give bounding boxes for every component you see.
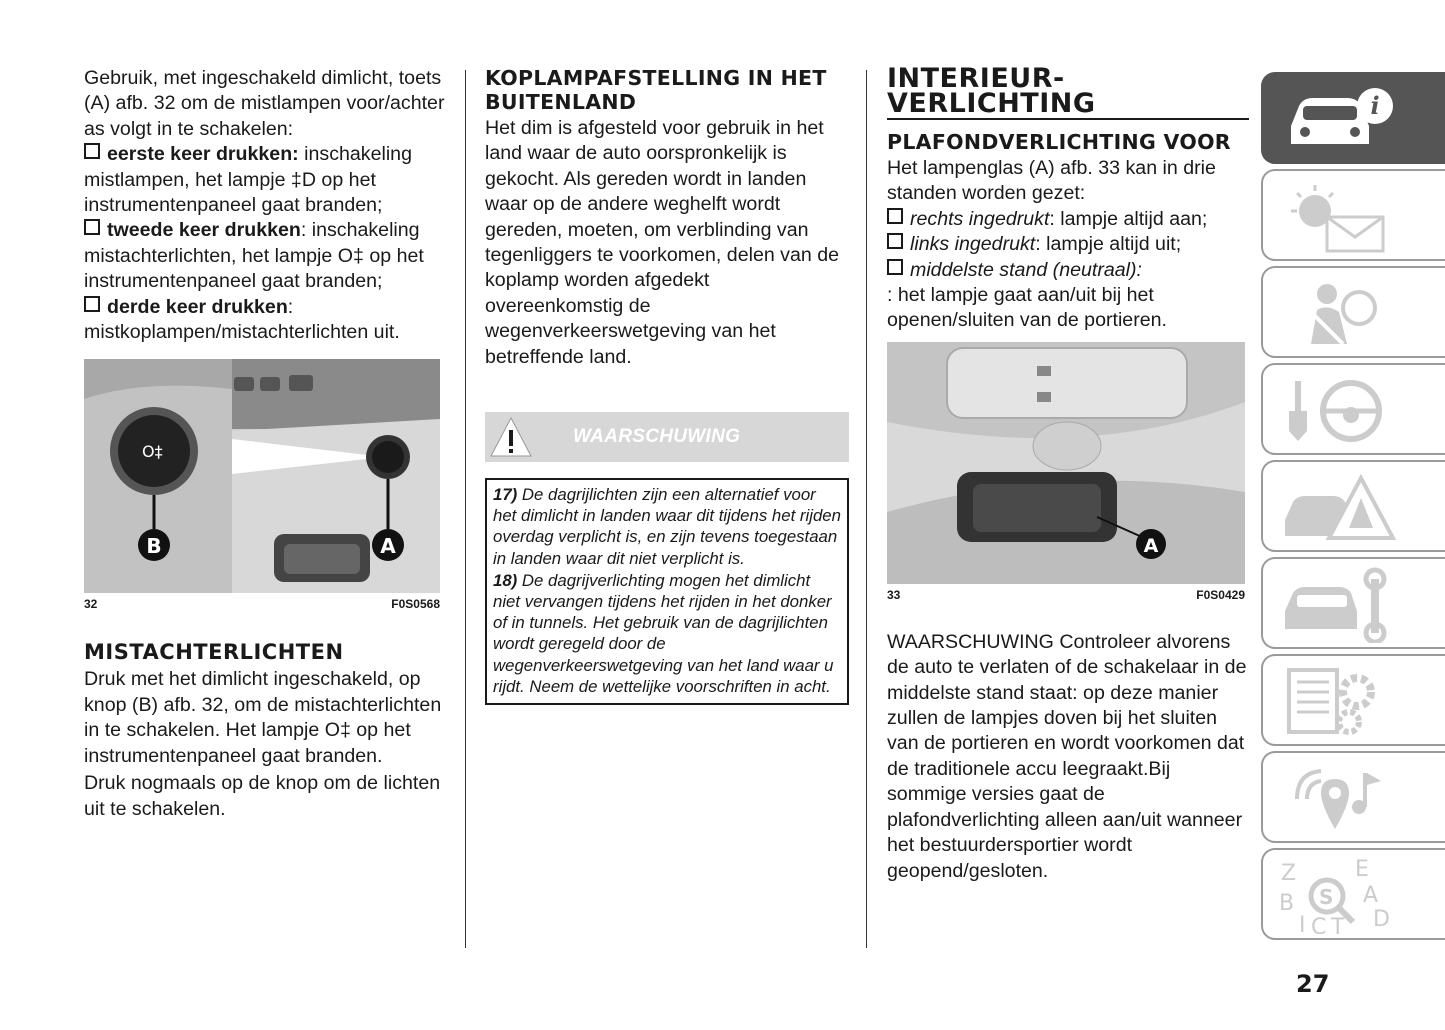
technical-data-icon (1277, 662, 1397, 740)
lights-message-icon (1277, 177, 1397, 255)
tab-index[interactable] (1261, 848, 1445, 940)
svg-text:E: E (1355, 857, 1369, 882)
multimedia-icon (1277, 759, 1397, 837)
car-warning-triangle-icon (1277, 468, 1397, 546)
figure-number: 33 (887, 587, 901, 602)
figure-number: 32 (84, 597, 98, 612)
col1-intro: Gebruik, met ingeschakeld dimlicht, toets (A) afb. 32 om de mistlampen voor/achter as volgt in te schakelen: (84, 67, 445, 140)
tab-emergency[interactable] (1261, 460, 1445, 552)
tab-car-info[interactable] (1261, 72, 1445, 164)
list-item: tweede keer drukken: inschakeling mistachterlichten, het lampje O‡ op het instrumentenpaneel gaat branden; (84, 218, 446, 294)
subsection-heading: PLAFONDVERLICHTING VOOR (887, 130, 1231, 154)
key-steering-wheel-icon (1277, 371, 1397, 449)
svg-text:C: C (1311, 915, 1327, 934)
column-3 (887, 63, 1249, 884)
figure-callout-A: A (1143, 534, 1159, 557)
list-item: rechts ingedrukt: lampje altijd aan; (887, 207, 1249, 232)
figure-33-image (887, 342, 1245, 584)
tab-maintenance[interactable] (1261, 557, 1445, 649)
note-item: 17) De dagrijlichten zijn een alternatief voor het dimlicht in landen waar dit tijdens het rijden overdag verplicht is, en zijn tevens toegestaan in landen waar dit niet verplicht is. (493, 485, 841, 568)
list-item: links ingedrukt: lampje altijd uit; (887, 232, 1249, 257)
index-search-icon (1277, 856, 1397, 934)
tab-multimedia[interactable] (1261, 751, 1445, 843)
svg-text:D: D (1373, 907, 1390, 932)
list-item: derde keer drukken: mistkoplampen/mistachterlichten uit. (84, 295, 446, 346)
column-1 (84, 66, 446, 822)
chapter-heading: INTERIEUR-VERLICHTING (887, 66, 1249, 120)
warning-header (485, 412, 849, 462)
fog-light-front-icon: ‡D (290, 168, 316, 191)
figure-callout-A: A (380, 534, 396, 559)
page-number: 27 (1296, 970, 1330, 998)
figure-code: F0S0568 (391, 597, 440, 612)
list-item: eerste keer drukken: inschakeling mistlampen, het lampje ‡D op het instrumentenpaneel gaat branden; (84, 142, 446, 218)
figure-32-caption (84, 597, 440, 611)
col2-text: Het dim is afgesteld voor gebruik in het land waar de auto oorspronkelijk is gekocht. Als gereden wordt in landen waar op de andere weghelft wordt gereden, moeten, om verblinding van tegenliggers te voorkomen, delen van de koplamp worden afgedekt overeenkomstig de wegenverkeerswetgeving van het betreffende land. (485, 117, 840, 368)
column-divider-1 (465, 70, 466, 948)
tab-starting-driving[interactable] (1261, 363, 1445, 455)
col3-text: Het lampenglas (A) afb. 33 kan in drie standen worden gezet: rechts ingedrukt: lampje altijd aan; links ingedrukt: lampje altijd uit; middelste stand (neutraal): : het lampje gaat aan/uit bij het openen/sluiten van de portieren. (887, 156, 1249, 334)
warning-notes (485, 478, 849, 705)
fog-light-rear-icon: O‡ (337, 244, 364, 267)
col1-text (84, 66, 446, 345)
svg-text:I: I (1299, 913, 1306, 934)
tab-safety[interactable] (1261, 266, 1445, 358)
svg-text:S: S (1319, 885, 1334, 909)
note-item: 18) De dagrijverlichting mogen het dimlicht niet vervangen tijdens het rijden in het donker of in tunnels. Het gebruik van de dagrijlichten wordt geregeld door de wegenverkeerswetgeving van het land waar u rijdt. Neem de wettelijke voorschriften in acht. (493, 570, 834, 696)
car-info-icon (1277, 80, 1397, 158)
warning-block (485, 412, 849, 705)
col3-warning-text: WAARSCHUWING Controleer alvorens de auto te verlaten of de schakelaar in de middelste stand staat: op deze manier zullen de lampjes doven bij het sluiten van de portieren en wordt voorkomen dat de traditionele accu leegraakt.Bij sommige versies gaat de plafondverlichting alleen aan/uit wanneer het bestuurdersportier wordt geopend/gesloten. (887, 630, 1247, 882)
tab-technical-data[interactable] (1261, 654, 1445, 746)
column-divider-2 (866, 70, 867, 948)
warning-label: WAARSCHUWING (573, 426, 741, 448)
list-item: middelste stand (neutraal): (887, 258, 1249, 283)
svg-text:O‡: O‡ (142, 442, 163, 462)
section-heading: KOPLAMPAFSTELLING IN HET BUITENLAND (485, 66, 827, 114)
section-heading: MISTACHTERLICHTEN (84, 640, 344, 665)
warning-triangle-icon (485, 412, 537, 462)
tab-lights-messages[interactable] (1261, 169, 1445, 261)
figure-code: F0S0429 (1196, 587, 1245, 602)
figure-33-caption (887, 588, 1245, 602)
svg-text:i: i (1370, 91, 1380, 120)
svg-text:A: A (1363, 883, 1379, 908)
col1-section-text: Druk met het dimlicht ingeschakeld, op knop (B) afb. 32, om de mistachterlichten in te schakelen. Het lampje O‡ op het instrumentenpaneel gaat branden. Druk nogmaals op de knop om de lichten uit te schakelen. (84, 668, 442, 820)
svg-text:Z: Z (1281, 861, 1297, 886)
column-2 (485, 66, 849, 705)
car-maintenance-icon (1277, 565, 1397, 643)
svg-text:T: T (1331, 915, 1345, 934)
figure-callout-B: B (146, 534, 162, 559)
fog-light-rear-icon: O‡ (324, 719, 351, 742)
svg-text:B: B (1279, 891, 1295, 916)
figure-32-image (84, 359, 440, 593)
airbag-seatbelt-icon (1277, 274, 1397, 352)
